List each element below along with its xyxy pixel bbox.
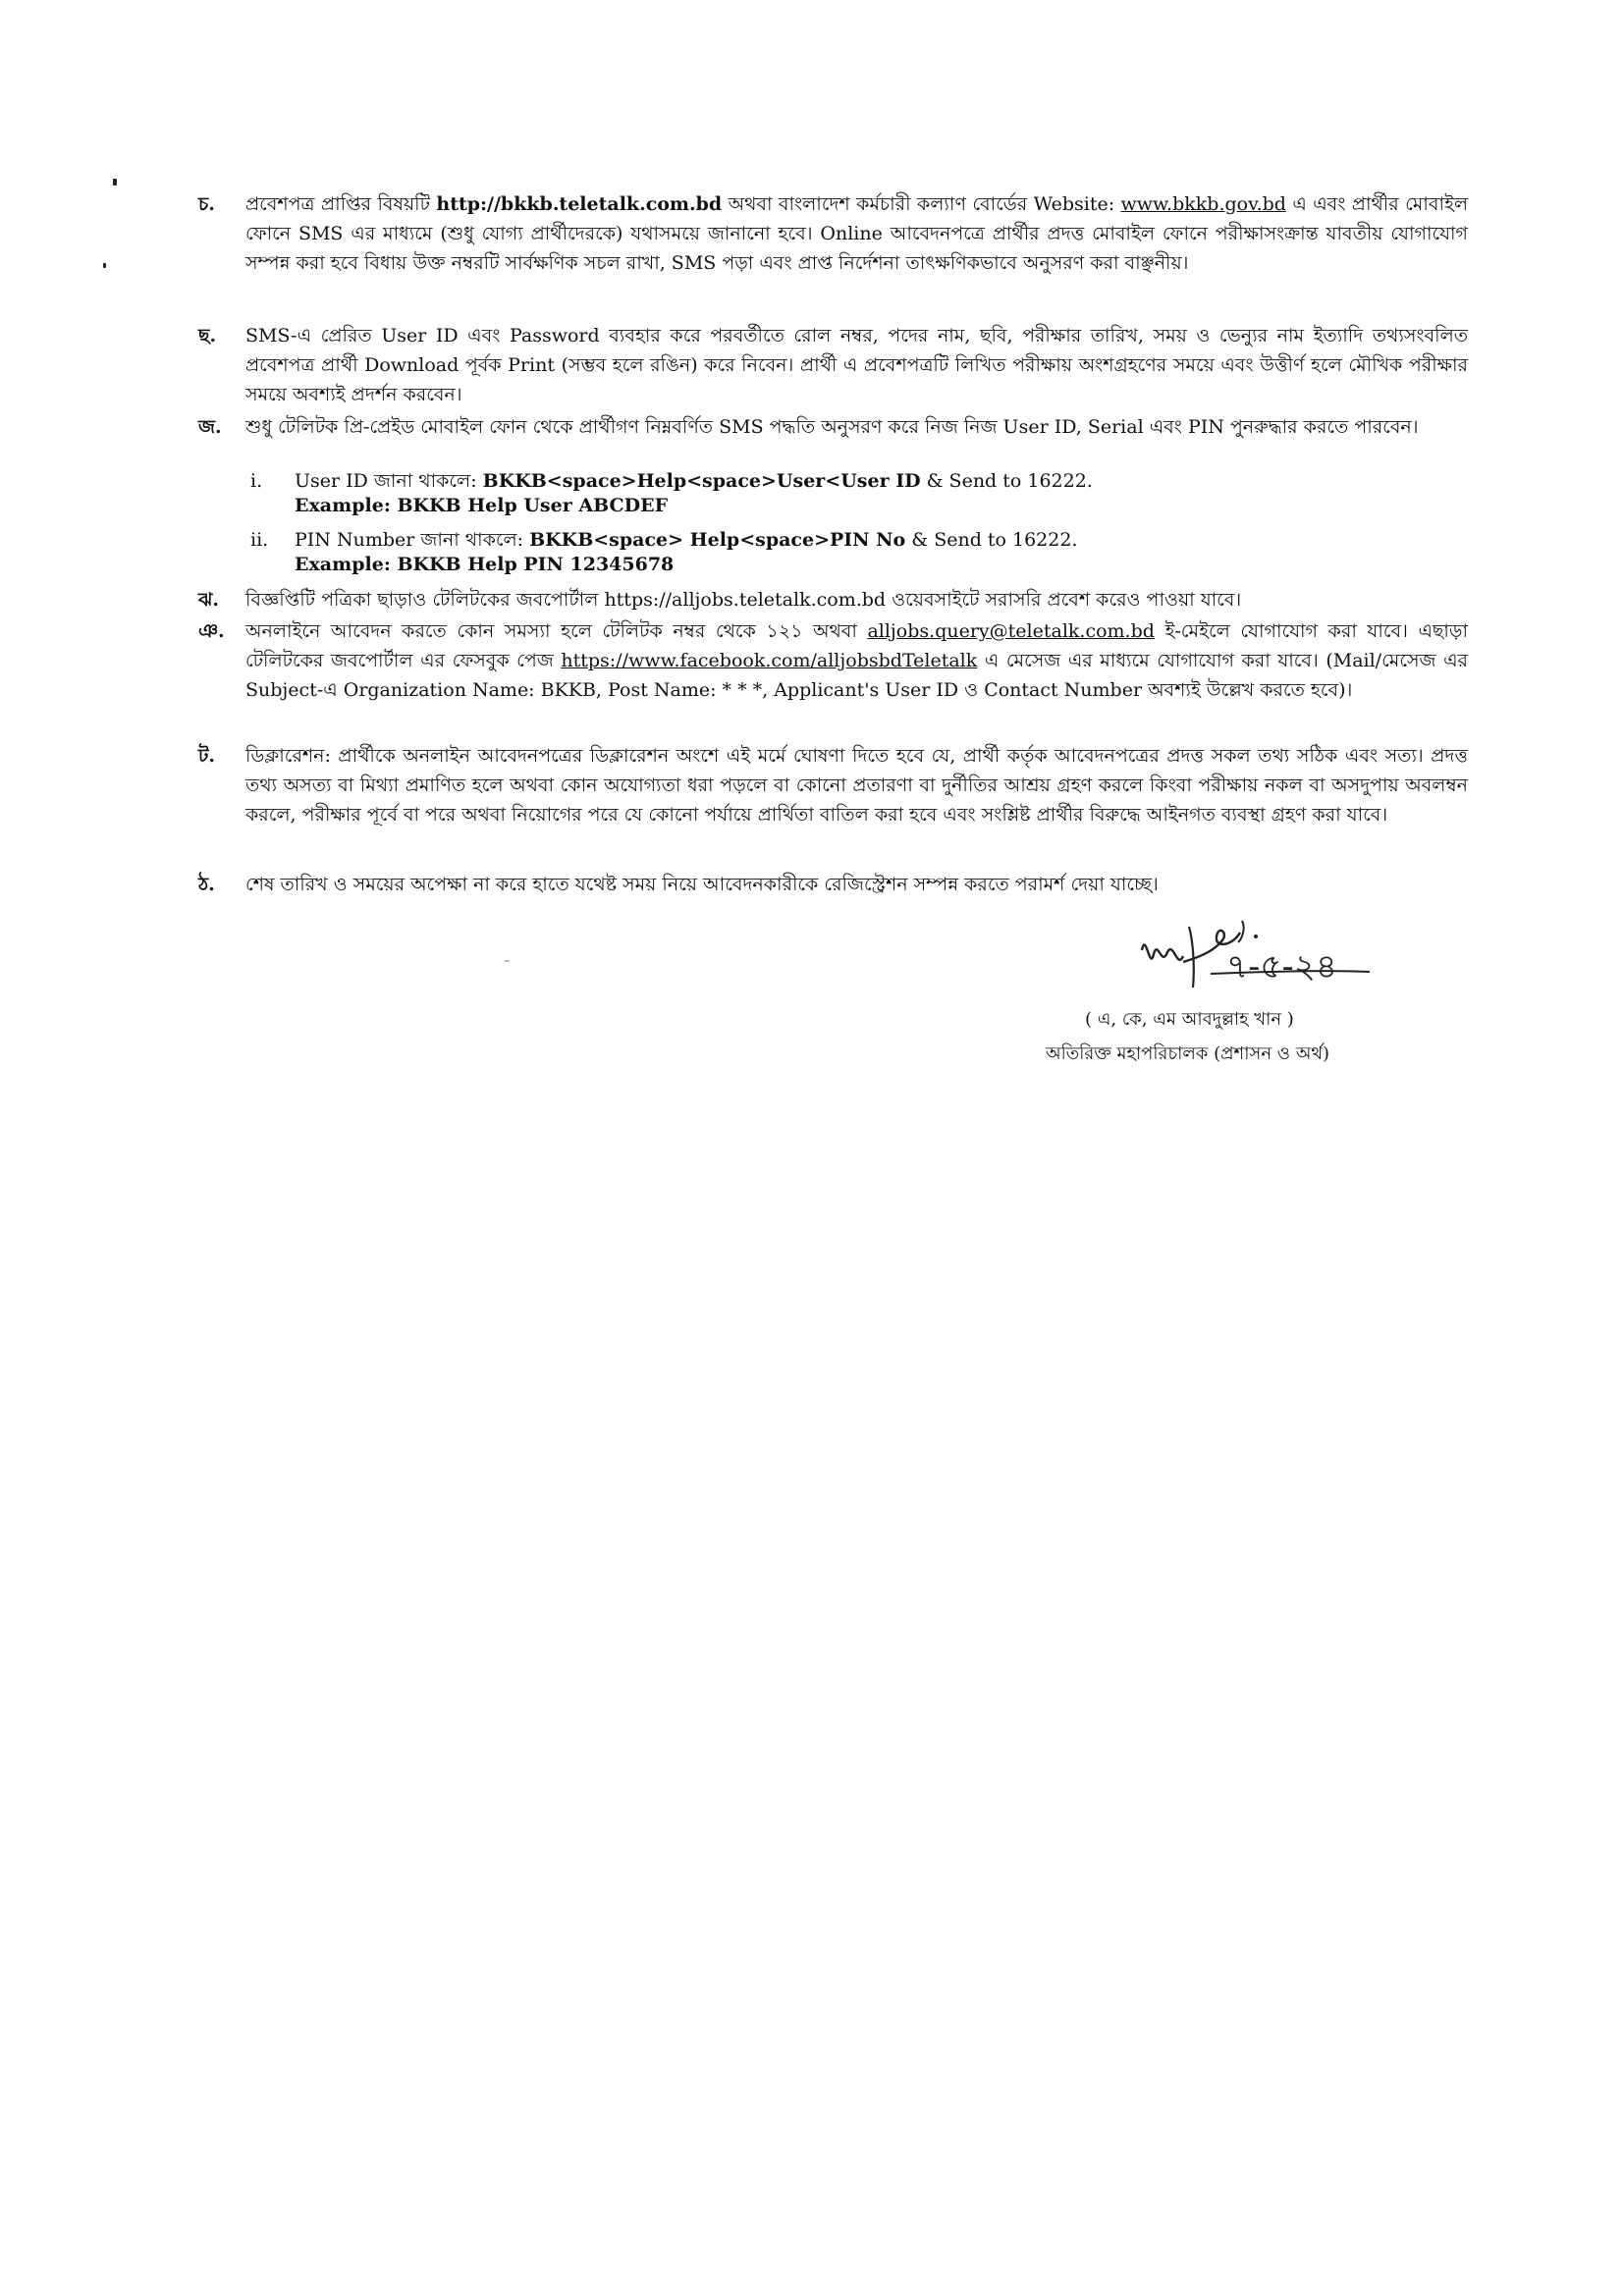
text-run: User ID জানা থাকলে: [295,470,483,492]
text-run: এ এবং প্রার্থীর মোবাইল ফোনে SMS এর মাধ্যমে (শুধু যোগ্য প্রার্থীদেরকে) যথাসময়ে জানানো হবে। Online আবেদনপত্রে প্রার্থীর প্রদত্ত মোবাইল ফোনে পরীক্ষাসংক্রান্ত যাবতীয় যোগাযোগ সম্পন্ন করা হবে বিধায় উক্ত নম্বরটি সার্বক্ষণিক সচল রাখা, SMS পড়া এবং প্রাপ্ত নির্দেশনা তাৎক্ষণিকভাবে অনুসরণ করা বাঞ্ছনীয়। [245,193,1468,274]
text-run: https://alljobs.teletalk.com.bd [604,589,887,611]
step-example: Example: BKKB Help PIN 12345678 [295,554,675,575]
text-run: শুধু টেলিটক প্রি-প্রেইড মোবাইল ফোন থেকে প্রার্থীগণ নিম্নবর্ণিত SMS পদ্ধতি অনুসরণ করে নিজ নিজ User ID, Serial এবং PIN পুনরুদ্ধার করতে পারবেন। [245,416,1419,438]
step-marker: i. [250,470,263,492]
text-run: বিজ্ঞপ্তিটি পত্রিকা ছাড়াও টেলিটকের জবপোর্টাল [245,589,605,611]
scan-mark [505,960,510,962]
signature-date: ৭-৫-২৪ [1226,947,1337,987]
text-run: BKKB<space> Help<space>PIN No [529,529,906,551]
text-run: alljobs.query@teletalk.com.bd [867,620,1155,642]
item-nya [198,616,1468,705]
item-cha [198,189,1468,278]
item-chha [198,321,1468,409]
text-run: PIN Number জানা থাকলে: [295,529,530,551]
item-marker: চ. [198,193,215,215]
text-run: SMS-এ প্রেরিত User ID এবং Password ব্যবহার করে পরবর্তীতে রোল নম্বর, পদের নাম, ছবি, পরীক্ষার তারিখ, সময় ও ভেন্যুর নাম ইত্যাদি তথ্যসংবলিত প্রবেশপত্র প্রার্থী Download পূর্বক Print (সম্ভব হলে রঙিন) করে নিবেন। প্রার্থী এ প্রবেশপত্রটি লিখিত পরীক্ষায় অংশগ্রহণের সময়ে এবং উত্তীর্ণ হলে মৌখিক পরীক্ষার সময়ে অবশ্যই প্রদর্শন করবেন। [245,325,1468,405]
sms-step [250,469,1276,518]
item-marker: ঝ. [198,589,219,611]
item-marker: ঠ. [198,874,215,895]
step-instruction [295,528,1276,553]
text-run: ডিক্লারেশন: প্রার্থীকে অনলাইন আবেদনপত্রের ডিক্লারেশন অংশে এই মর্মে ঘোষণা দিতে হবে যে, প্রার্থী কর্তৃক আবেদনপত্রের প্রদত্ত সকল তথ্য সঠিক এবং সত্য। প্রদত্ত তথ্য অসত্য বা মিথ্যা প্রমাণিত হলে অথবা কোন অযোগ্যতা ধরা পড়লে বা কোনো প্রতারণা বা দুর্নীতির আশ্রয় গ্রহণ করলে কিংবা পরীক্ষায় নকল বা অসদুপায় অবলম্বন করলে, পরীক্ষার পূর্বে বা পরে অথবা নিয়োগের পরে যে কোনো পর্যায়ে প্রার্থিতা বাতিল করা হবে এবং সংশ্লিষ্ট প্রার্থীর বিরুদ্ধে আইনগত ব্যবস্থা গ্রহণ করা যাবে। [245,745,1468,826]
step-example: Example: BKKB Help User ABCDEF [295,495,669,516]
step-instruction [295,469,1276,494]
item-jha [198,585,1468,614]
scan-speck [103,263,106,268]
text-run: http://bkkb.teletalk.com.bd [436,193,723,215]
sms-step [250,528,1276,577]
scan-speck [113,179,117,186]
text-run: অথবা বাংলাদেশ কর্মচারী কল্যাণ বোর্ডের Website: [722,193,1121,215]
item-text [245,416,1419,438]
text-run: ওয়েবসাইটে সরাসরি প্রবেশ করেও পাওয়া যাবে। [886,589,1242,611]
text-run: ই-মেইলে যোগাযোগ করা যাবে। এছাড়া টেলিটকের জবপোর্টাল এর ফেসবুক পেজ [245,620,1468,671]
item-text [245,589,1241,611]
text-run: শেষ তারিখ ও সময়ের অপেক্ষা না করে হাতে যথেষ্ট সময় নিয়ে আবেদনকারীকে রেজিস্ট্রেশন সম্পন্ন করতে পরামর্শ দেয়া যাচ্ছে। [245,874,1159,895]
item-ta [198,741,1468,829]
item-text [245,193,1468,274]
item-marker: ট. [198,745,215,767]
item-text [245,874,1159,895]
text-run: এ মেসেজ এর মাধ্যমে যোগাযোগ করা যাবে। (Mail/মেসেজ এর Subject-এ Organization Name: BKKB, Post Name: * * *, Applicant's User ID ও Contact Number অবশ্যই উল্লেখ করতে হবে)। [245,650,1468,701]
text-run: BKKB<space>Help<space>User<User ID [482,470,921,492]
item-text [245,325,1468,405]
item-text [245,620,1468,701]
signatory-designation: অতিরিক্ত মহাপরিচালক (প্রশাসন ও অর্থ) [1046,1043,1330,1064]
step-marker: ii. [250,529,269,551]
text-run: www.bkkb.gov.bd [1120,193,1286,215]
text-run: & Send to 16222. [905,529,1078,551]
item-tha [198,870,1468,899]
text-run: & Send to 16222. [920,470,1093,492]
item-ja [198,412,1468,442]
handwritten-signature [1124,911,1419,994]
item-marker: ঞ. [198,620,225,642]
text-run: অনলাইনে আবেদন করতে কোন সমস্যা হলে টেলিটক নম্বর থেকে ১২১ অথবা [245,620,868,642]
text-run: https://www.facebook.com/alljobsbdTeletalk [561,650,978,671]
item-marker: ছ. [198,325,217,347]
item-text [245,745,1468,826]
item-marker: জ. [198,416,222,438]
text-run: প্রবেশপত্র প্রাপ্তির বিষয়টি [245,193,437,215]
signatory-name: ( এ, কে, এম আবদুল্লাহ খান ) [1085,1009,1294,1030]
